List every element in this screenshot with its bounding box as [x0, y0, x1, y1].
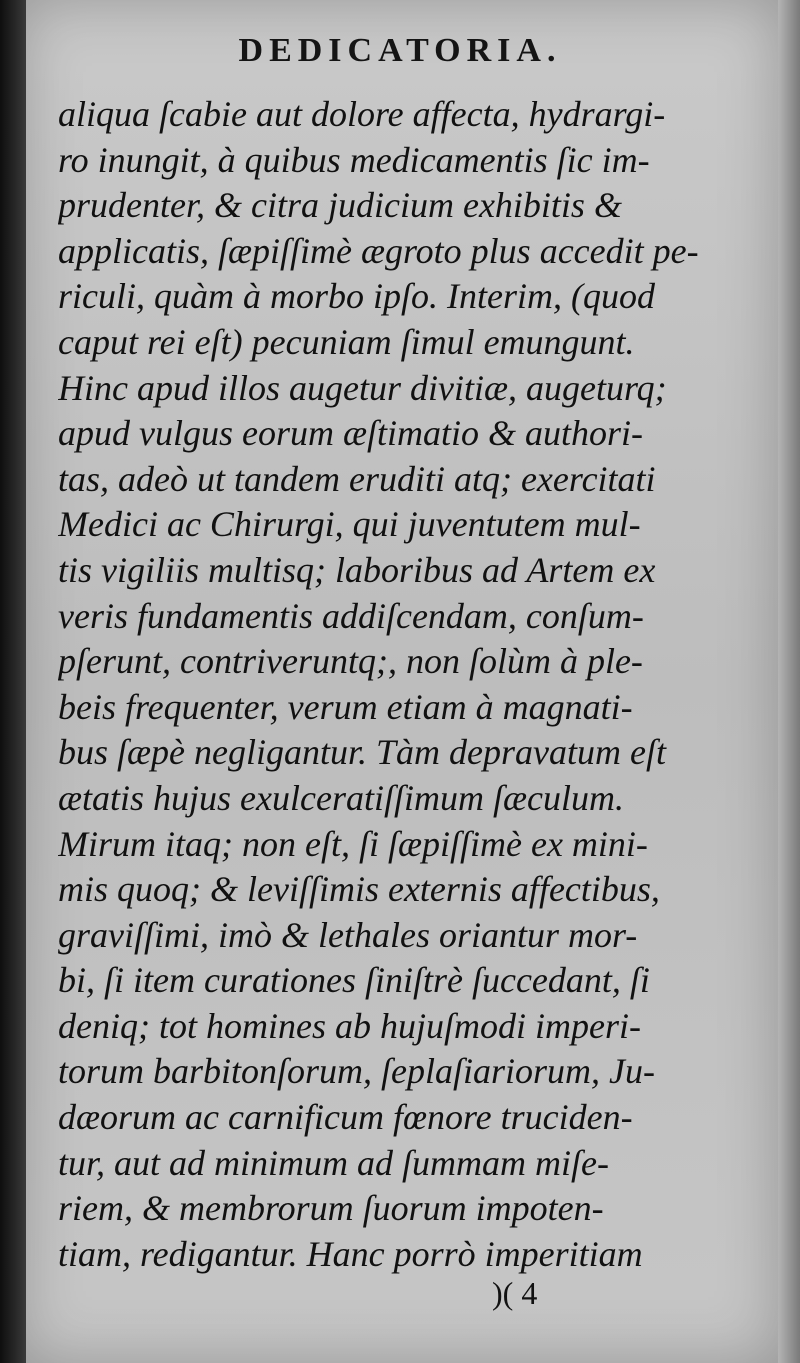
text-line: apud vulgus eorum æſtimatio & authori- [58, 413, 643, 454]
text-line: tas, adeò ut tandem eruditi atq; exercitati [58, 458, 656, 499]
text-line: beis frequenter, verum etiam à magnati- [58, 686, 633, 727]
text-line: tur, aut ad minimum ad ſummam miſe- [58, 1142, 609, 1183]
text-line: ro inungit, à quibus medicamentis ſic im- [58, 139, 650, 180]
text-line: caput rei eſt) pecuniam ſimul emungunt. [58, 321, 635, 362]
text-line: Hinc apud illos augetur divitiæ, augeturq; [58, 367, 667, 408]
gutter-shadow [0, 0, 26, 1363]
text-line: ætatis hujus exulceratiſſimum ſæculum. [58, 777, 624, 818]
text-line: mis quoq; & leviſſimis externis affectibus, [58, 869, 660, 910]
page-edge [778, 0, 800, 1363]
text-line: tiam, redigantur. Hanc porrò imperitiam [58, 1233, 643, 1274]
text-line: tis vigiliis multisq; laboribus ad Artem ex [58, 549, 656, 590]
text-line: riem, & membrorum ſuorum impoten- [58, 1188, 604, 1229]
text-line: bi, ſi item curationes ſiniſtrè ſuccedant, ſi [58, 960, 650, 1001]
text-line: Medici ac Chirurgi, qui juventutem mul- [58, 504, 641, 545]
signature-mark: )( 4 [492, 1275, 538, 1311]
text-line: applicatis, ſæpiſſimè ægroto plus accedit pe- [58, 230, 699, 271]
text-line: dæorum ac carnificum fœnore truciden- [58, 1097, 633, 1138]
text-line: aliqua ſcabie aut dolore affecta, hydrargi- [58, 94, 666, 134]
text-line: bus ſæpè negligantur. Tàm depravatum eſt [58, 732, 666, 773]
text-line: riculi, quàm à morbo ipſo. Interim, (quod [58, 276, 655, 317]
body-text [58, 92, 708, 1277]
text-line: torum barbitonſorum, ſeplaſiariorum, Ju- [58, 1051, 656, 1092]
text-line: Mirum itaq; non eſt, ſi ſæpiſſimè ex mini- [58, 823, 648, 864]
text-line: prudenter, & citra judicium exhibitis & [58, 185, 622, 226]
text-line: pſerunt, contriveruntq;, non ſolùm à ple- [58, 641, 643, 682]
text-line: veris fundamentis addiſcendam, conſum- [58, 595, 644, 636]
text-line: deniq; tot homines ab hujuſmodi imperi- [58, 1005, 641, 1046]
text-line: graviſſimi, imò & lethales oriantur mor- [58, 914, 638, 955]
running-head: DEDICATORIA. [238, 32, 562, 69]
